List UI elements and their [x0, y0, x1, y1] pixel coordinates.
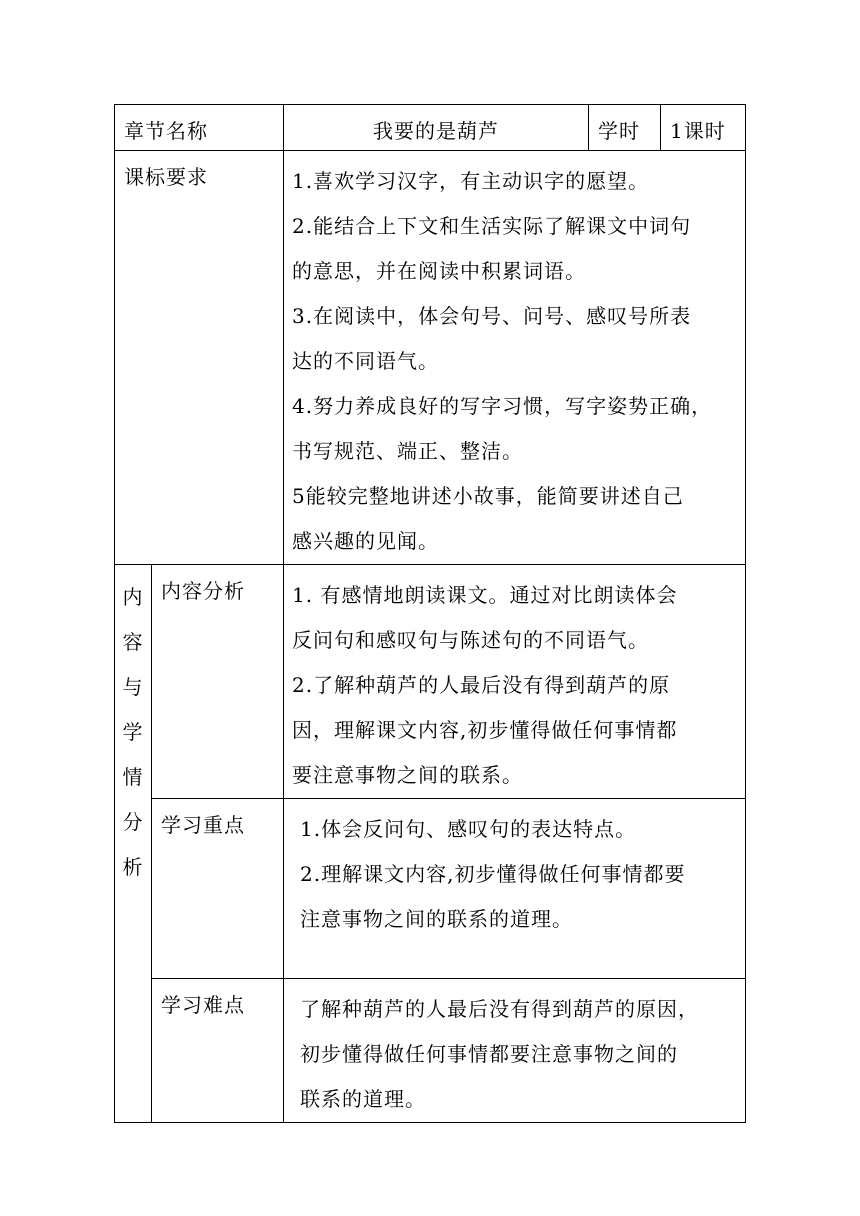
- group-label-char: 分: [122, 810, 144, 834]
- key-point-line: 2.理解课文内容,初步懂得做任何事情都要: [300, 862, 686, 886]
- content-analysis-label: 内容分析: [152, 565, 284, 799]
- hours-value: 1课时: [661, 105, 746, 151]
- curriculum-line: 达的不同语气。: [292, 349, 439, 373]
- group-label-char: 容: [122, 630, 144, 654]
- difficulty-line: 了解种葫芦的人最后没有得到葫芦的原因，: [300, 997, 699, 1021]
- curriculum-line: 5能较完整地讲述小故事，能简要讲述自己: [292, 484, 684, 508]
- curriculum-line: 1.喜欢学习汉字，有主动识字的愿望。: [292, 169, 650, 193]
- difficulties-text: [284, 979, 746, 1123]
- content-line: 反问句和感叹句与陈述句的不同语气。: [292, 628, 649, 652]
- group-label-char: 内: [122, 585, 144, 609]
- chapter-name-label: 章节名称: [115, 105, 284, 151]
- curriculum-line: 的意思，并在阅读中积累词语。: [292, 259, 586, 283]
- difficulties-row: [115, 979, 746, 1123]
- difficulties-label: 学习难点: [152, 979, 284, 1123]
- group-label-char: 析: [122, 855, 144, 879]
- analysis-group-label: [115, 565, 152, 1123]
- key-points-row: [115, 799, 746, 979]
- curriculum-line: 书写规范、端正、整洁。: [292, 439, 523, 463]
- content-line: 1. 有感情地朗读课文。通过对比朗读体会: [292, 583, 678, 607]
- curriculum-content: [284, 151, 746, 565]
- group-label-char: 与: [122, 675, 144, 699]
- difficulty-line: 联系的道理。: [300, 1087, 426, 1111]
- content-line: 2.了解种葫芦的人最后没有得到葫芦的原: [292, 673, 671, 697]
- key-point-line: 注意事物之间的联系的道理。: [300, 907, 573, 931]
- curriculum-label: 课标要求: [115, 151, 284, 565]
- content-line: 因，理解课文内容,初步懂得做任何事情都: [292, 718, 678, 742]
- content-analysis-row: [115, 565, 746, 799]
- content-analysis-text: [284, 565, 746, 799]
- difficulty-line: 初步懂得做任何事情都要注意事物之间的: [300, 1042, 678, 1066]
- curriculum-line: 感兴趣的见闻。: [292, 529, 439, 553]
- curriculum-line: 3.在阅读中，体会句号、问号、感叹号所表: [292, 304, 692, 328]
- key-points-label: 学习重点: [152, 799, 284, 979]
- chapter-title: 我要的是葫芦: [284, 105, 589, 151]
- group-label-char: 学: [122, 720, 144, 744]
- group-label-char: 情: [122, 765, 144, 789]
- content-line: 要注意事物之间的联系。: [292, 763, 523, 787]
- lesson-plan-table: [114, 104, 746, 1123]
- hours-label: 学时: [589, 105, 661, 151]
- curriculum-line: 4.努力养成良好的写字习惯，写字姿势正确，: [292, 394, 713, 418]
- key-point-line: 1.体会反问句、感叹句的表达特点。: [300, 817, 637, 841]
- curriculum-line: 2.能结合上下文和生活实际了解课文中词句: [292, 214, 692, 238]
- header-row: [115, 105, 746, 151]
- curriculum-row: [115, 151, 746, 565]
- key-points-text: [284, 799, 746, 979]
